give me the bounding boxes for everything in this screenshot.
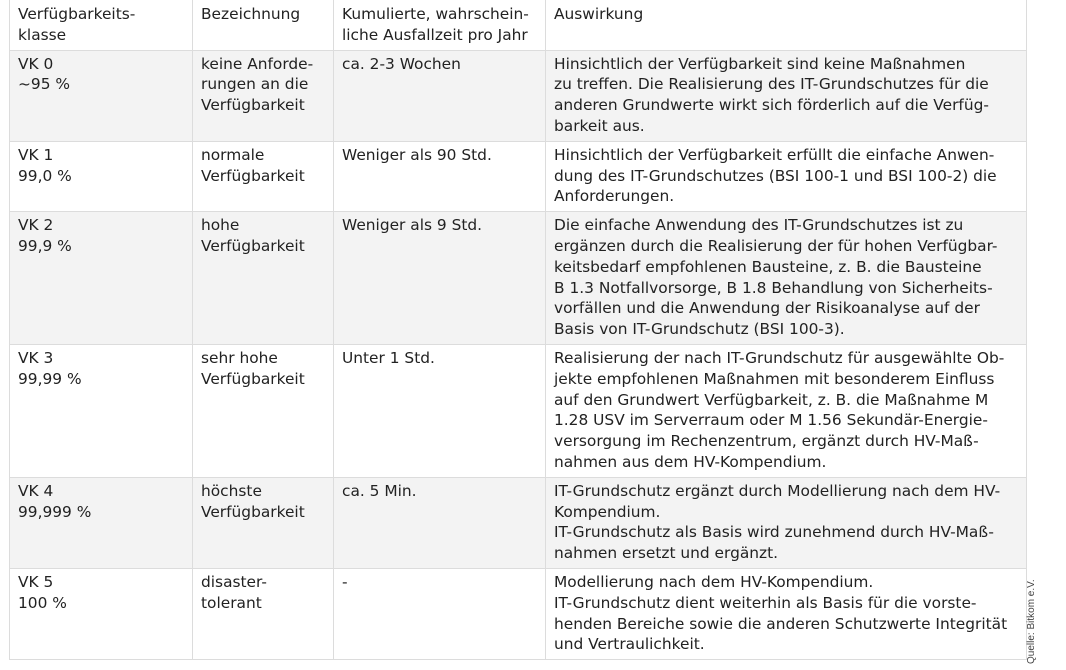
cell-ausfallzeit: Weniger als 9 Std. bbox=[334, 212, 546, 345]
cell-bezeichnung: disaster- tolerant bbox=[193, 568, 334, 659]
cell-ausfallzeit: Weniger als 90 Std. bbox=[334, 141, 546, 211]
cell-klasse: VK 3 99,99 % bbox=[10, 344, 193, 477]
cell-bezeichnung: hohe Verfügbarkeit bbox=[193, 212, 334, 345]
cell-ausfallzeit: ca. 2-3 Wochen bbox=[334, 50, 546, 141]
header-auswirkung: Auswirkung bbox=[546, 0, 1027, 50]
header-ausfallzeit: Kumulierte, wahrschein- liche Ausfallzeit pro Jahr bbox=[334, 0, 546, 50]
cell-klasse: VK 1 99,0 % bbox=[10, 141, 193, 211]
cell-auswirkung: IT-Grundschutz ergänzt durch Modellierung nach dem HV- Kompendium. IT-Grundschutz als Basis wird zunehmend durch HV-Maß- nahmen ersetzt und ergänzt. bbox=[546, 477, 1027, 568]
table-row bbox=[10, 477, 1027, 568]
cell-klasse: VK 2 99,9 % bbox=[10, 212, 193, 345]
header-bezeichnung: Bezeichnung bbox=[193, 0, 334, 50]
source-note: Quelle: Bitkom e.V. bbox=[1026, 579, 1037, 664]
table-row bbox=[10, 141, 1027, 211]
cell-klasse: VK 4 99,999 % bbox=[10, 477, 193, 568]
cell-bezeichnung: normale Verfügbarkeit bbox=[193, 141, 334, 211]
table-body bbox=[10, 50, 1027, 660]
table-row bbox=[10, 50, 1027, 141]
table-row bbox=[10, 568, 1027, 659]
table-header bbox=[10, 0, 1027, 50]
header-klasse: Verfügbarkeits- klasse bbox=[10, 0, 193, 50]
cell-auswirkung: Die einfache Anwendung des IT-Grundschutzes ist zu ergänzen durch die Realisierung der für hohen Verfügbar- keitsbedarf empfohlenen Bausteine, z. B. die Bausteine B 1.3 Notfallvorsorge, B 1.8 Behandlung von Sicherheits- vorfällen und die Anwendung der Risikoanalyse auf der Basis von IT-Grundschutz (BSI 100-3). bbox=[546, 212, 1027, 345]
cell-auswirkung: Hinsichtlich der Verfügbarkeit erfüllt die einfache Anwen- dung des IT-Grundschutzes (BSI 100-1 und BSI 100-2) die Anforderungen. bbox=[546, 141, 1027, 211]
header-row bbox=[10, 0, 1027, 50]
cell-auswirkung: Modellierung nach dem HV-Kompendium. IT-Grundschutz dient weiterhin als Basis für die vorste- henden Bereiche sowie die anderen Schutzwerte Integrität und Vertraulichkeit. bbox=[546, 568, 1027, 659]
cell-bezeichnung: keine Anforde- rungen an die Verfügbarkeit bbox=[193, 50, 334, 141]
availability-class-table bbox=[9, 0, 1027, 660]
table-row bbox=[10, 212, 1027, 345]
cell-ausfallzeit: - bbox=[334, 568, 546, 659]
cell-auswirkung: Realisierung der nach IT-Grundschutz für ausgewählte Ob- jekte empfohlenen Maßnahmen mit besonderem Einfluss auf den Grundwert Verfügbarkeit, z. B. die Maßnahme M 1.28 USV im Serverraum oder M 1.56 Sekundär-Energie- versorgung im Rechenzentrum, ergänzt durch HV-Maß- nahmen aus dem HV-Kompendium. bbox=[546, 344, 1027, 477]
cell-ausfallzeit: ca. 5 Min. bbox=[334, 477, 546, 568]
cell-auswirkung: Hinsichtlich der Verfügbarkeit sind keine Maßnahmen zu treffen. Die Realisierung des IT-Grundschutzes für die anderen Grundwerte wirkt sich förderlich auf die Verfüg- barkeit aus. bbox=[546, 50, 1027, 141]
table-row bbox=[10, 344, 1027, 477]
cell-klasse: VK 5 100 % bbox=[10, 568, 193, 659]
cell-bezeichnung: sehr hohe Verfügbarkeit bbox=[193, 344, 334, 477]
cell-ausfallzeit: Unter 1 Std. bbox=[334, 344, 546, 477]
cell-klasse: VK 0 ~95 % bbox=[10, 50, 193, 141]
cell-bezeichnung: höchste Verfügbarkeit bbox=[193, 477, 334, 568]
